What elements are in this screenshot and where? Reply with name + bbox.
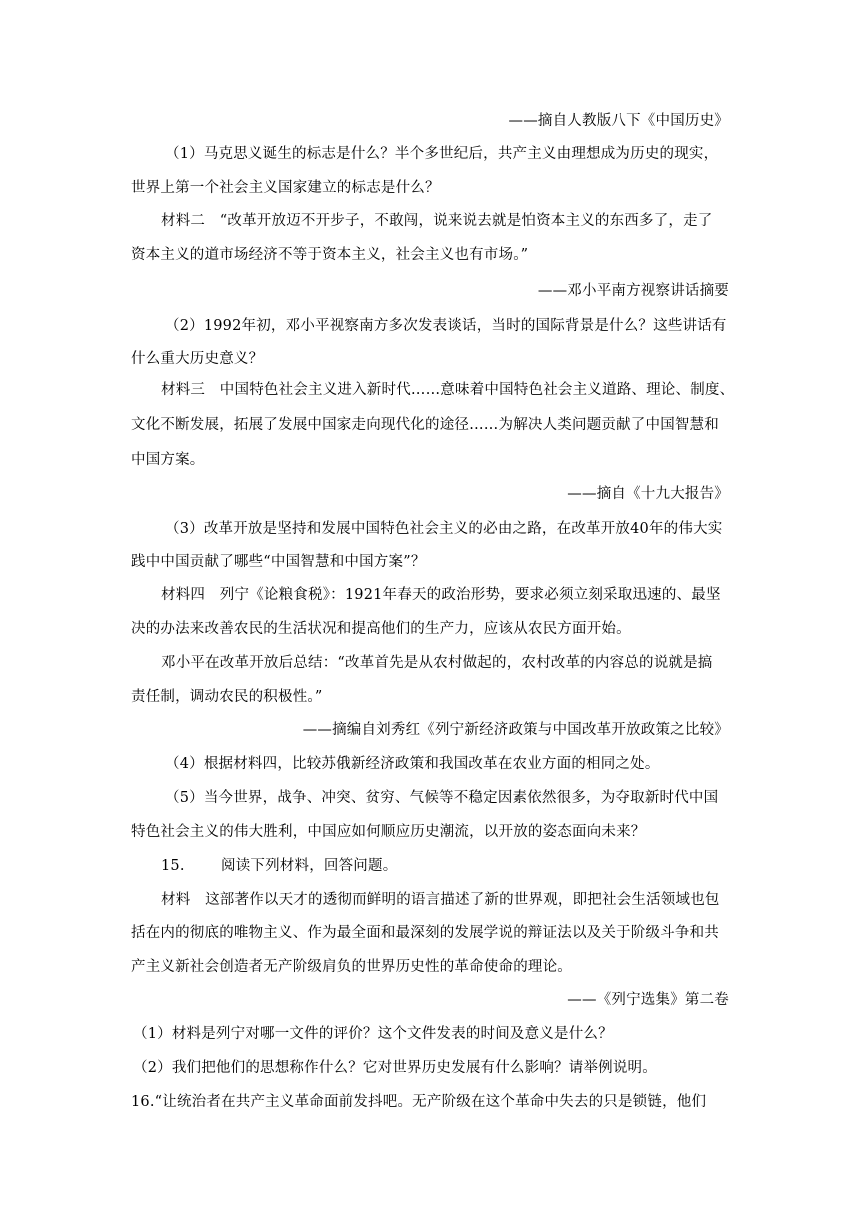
question-5-line-1: （5）当今世界，战争、冲突、贫穷、气候等不稳定因素依然很多，为夺取新时代中国 bbox=[165, 790, 719, 806]
question-1-line-1: （1）马克思义诞生的标志是什么？半个多世纪后，共产主义由理想成为历史的现实， bbox=[165, 146, 719, 162]
material-4-line-2: 决的办法来改善农民的生活状况和提高他们的生产力，应该从农民方面开始。 bbox=[131, 621, 631, 637]
question-5-line-2: 特色社会主义的伟大胜利，中国应如何顺应历史潮流，以开放的姿态面向未来？ bbox=[131, 824, 646, 840]
question-2-line-2: 什么重大历史意义？ bbox=[131, 351, 264, 367]
question-4: （4）根据材料四，比较苏俄新经济政策和我国改革在农业方面的相同之处。 bbox=[165, 756, 660, 772]
source-citation: ——摘自《十九大报告》 bbox=[567, 486, 729, 502]
material-2-line-2: 资本主义的道市场经济不等于资本主义，社会主义也有市场。” bbox=[131, 247, 529, 263]
question-15-number: 15. bbox=[161, 858, 185, 874]
source-citation: ——《列宁选集》第二卷 bbox=[567, 992, 729, 1008]
question-3-line-1: （3）改革开放是坚持和发展中国特色社会主义的必由之路，在改革开放40年的伟大实 bbox=[165, 521, 723, 537]
source-citation: ——摘自人教版八下《中国历史》 bbox=[508, 113, 729, 129]
material-4-line-4: 责任制，调动农民的积极性。” bbox=[131, 689, 323, 705]
material-4-line-1: 材料四 列宁《论粮食税》：1921年春天的政治形势，要求必须立刻采取迅速的、最坚 bbox=[161, 587, 721, 603]
material-2-line-1: 材料二 “改革开放迈不开步子，不敢闯，说来说去就是怕资本主义的东西多了，走了 bbox=[161, 213, 713, 229]
question-3-line-2: 践中中国贡献了哪些“中国智慧和中国方案”？ bbox=[131, 554, 426, 570]
question-2-line-1: （2）1992年初，邓小平视察南方多次发表谈话，当时的国际背景是什么？这些讲话有 bbox=[165, 318, 727, 334]
source-citation: ——摘编自刘秀红《列宁新经济政策与中国改革开放政策之比较》 bbox=[302, 722, 729, 738]
material-3-line-3: 中国方案。 bbox=[131, 452, 205, 468]
material-3-line-2: 文化不断发展，拓展了发展中国家走向现代化的途径……为解决人类问题贡献了中国智慧和 bbox=[131, 417, 719, 433]
question-15-1: （1）材料是列宁对哪一文件的评价？这个文件发表的时间及意义是什么？ bbox=[133, 1026, 613, 1042]
material-4-line-3: 邓小平在改革开放后总结：“改革首先是从农村做起的，农村改革的内容总的说就是搞 bbox=[161, 655, 713, 671]
question-15-2: （2）我们把他们的思想称作什么？它对世界历史发展有什么影响？请举例说明。 bbox=[133, 1060, 657, 1076]
material-3-line-1: 材料三 中国特色社会主义进入新时代……意味着中国特色社会主义道路、理论、制度、 bbox=[161, 382, 735, 398]
question-1-line-2: 世界上第一个社会主义国家建立的标志是什么？ bbox=[131, 180, 440, 196]
material-line-3: 产主义新社会创造者无产阶级肩负的世界历史性的革命使命的理论。 bbox=[131, 959, 572, 975]
question-15-prompt: 阅读下列材料，回答问题。 bbox=[221, 858, 398, 874]
question-16-line-1: 16.“让统治者在共产主义革命面前发抖吧。无产阶级在这个革命中失去的只是锁链，他们 bbox=[131, 1094, 707, 1110]
material-line-2: 括在内的彻底的唯物主义、作为最全面和最深刻的发展学说的辩证法以及关于阶级斗争和共 bbox=[131, 925, 719, 941]
material-line-1: 材料 这部著作以天才的透彻而鲜明的语言描述了新的世界观，即把社会生活领域也包 bbox=[161, 892, 720, 908]
source-citation: ——邓小平南方视察讲话摘要 bbox=[537, 283, 729, 299]
